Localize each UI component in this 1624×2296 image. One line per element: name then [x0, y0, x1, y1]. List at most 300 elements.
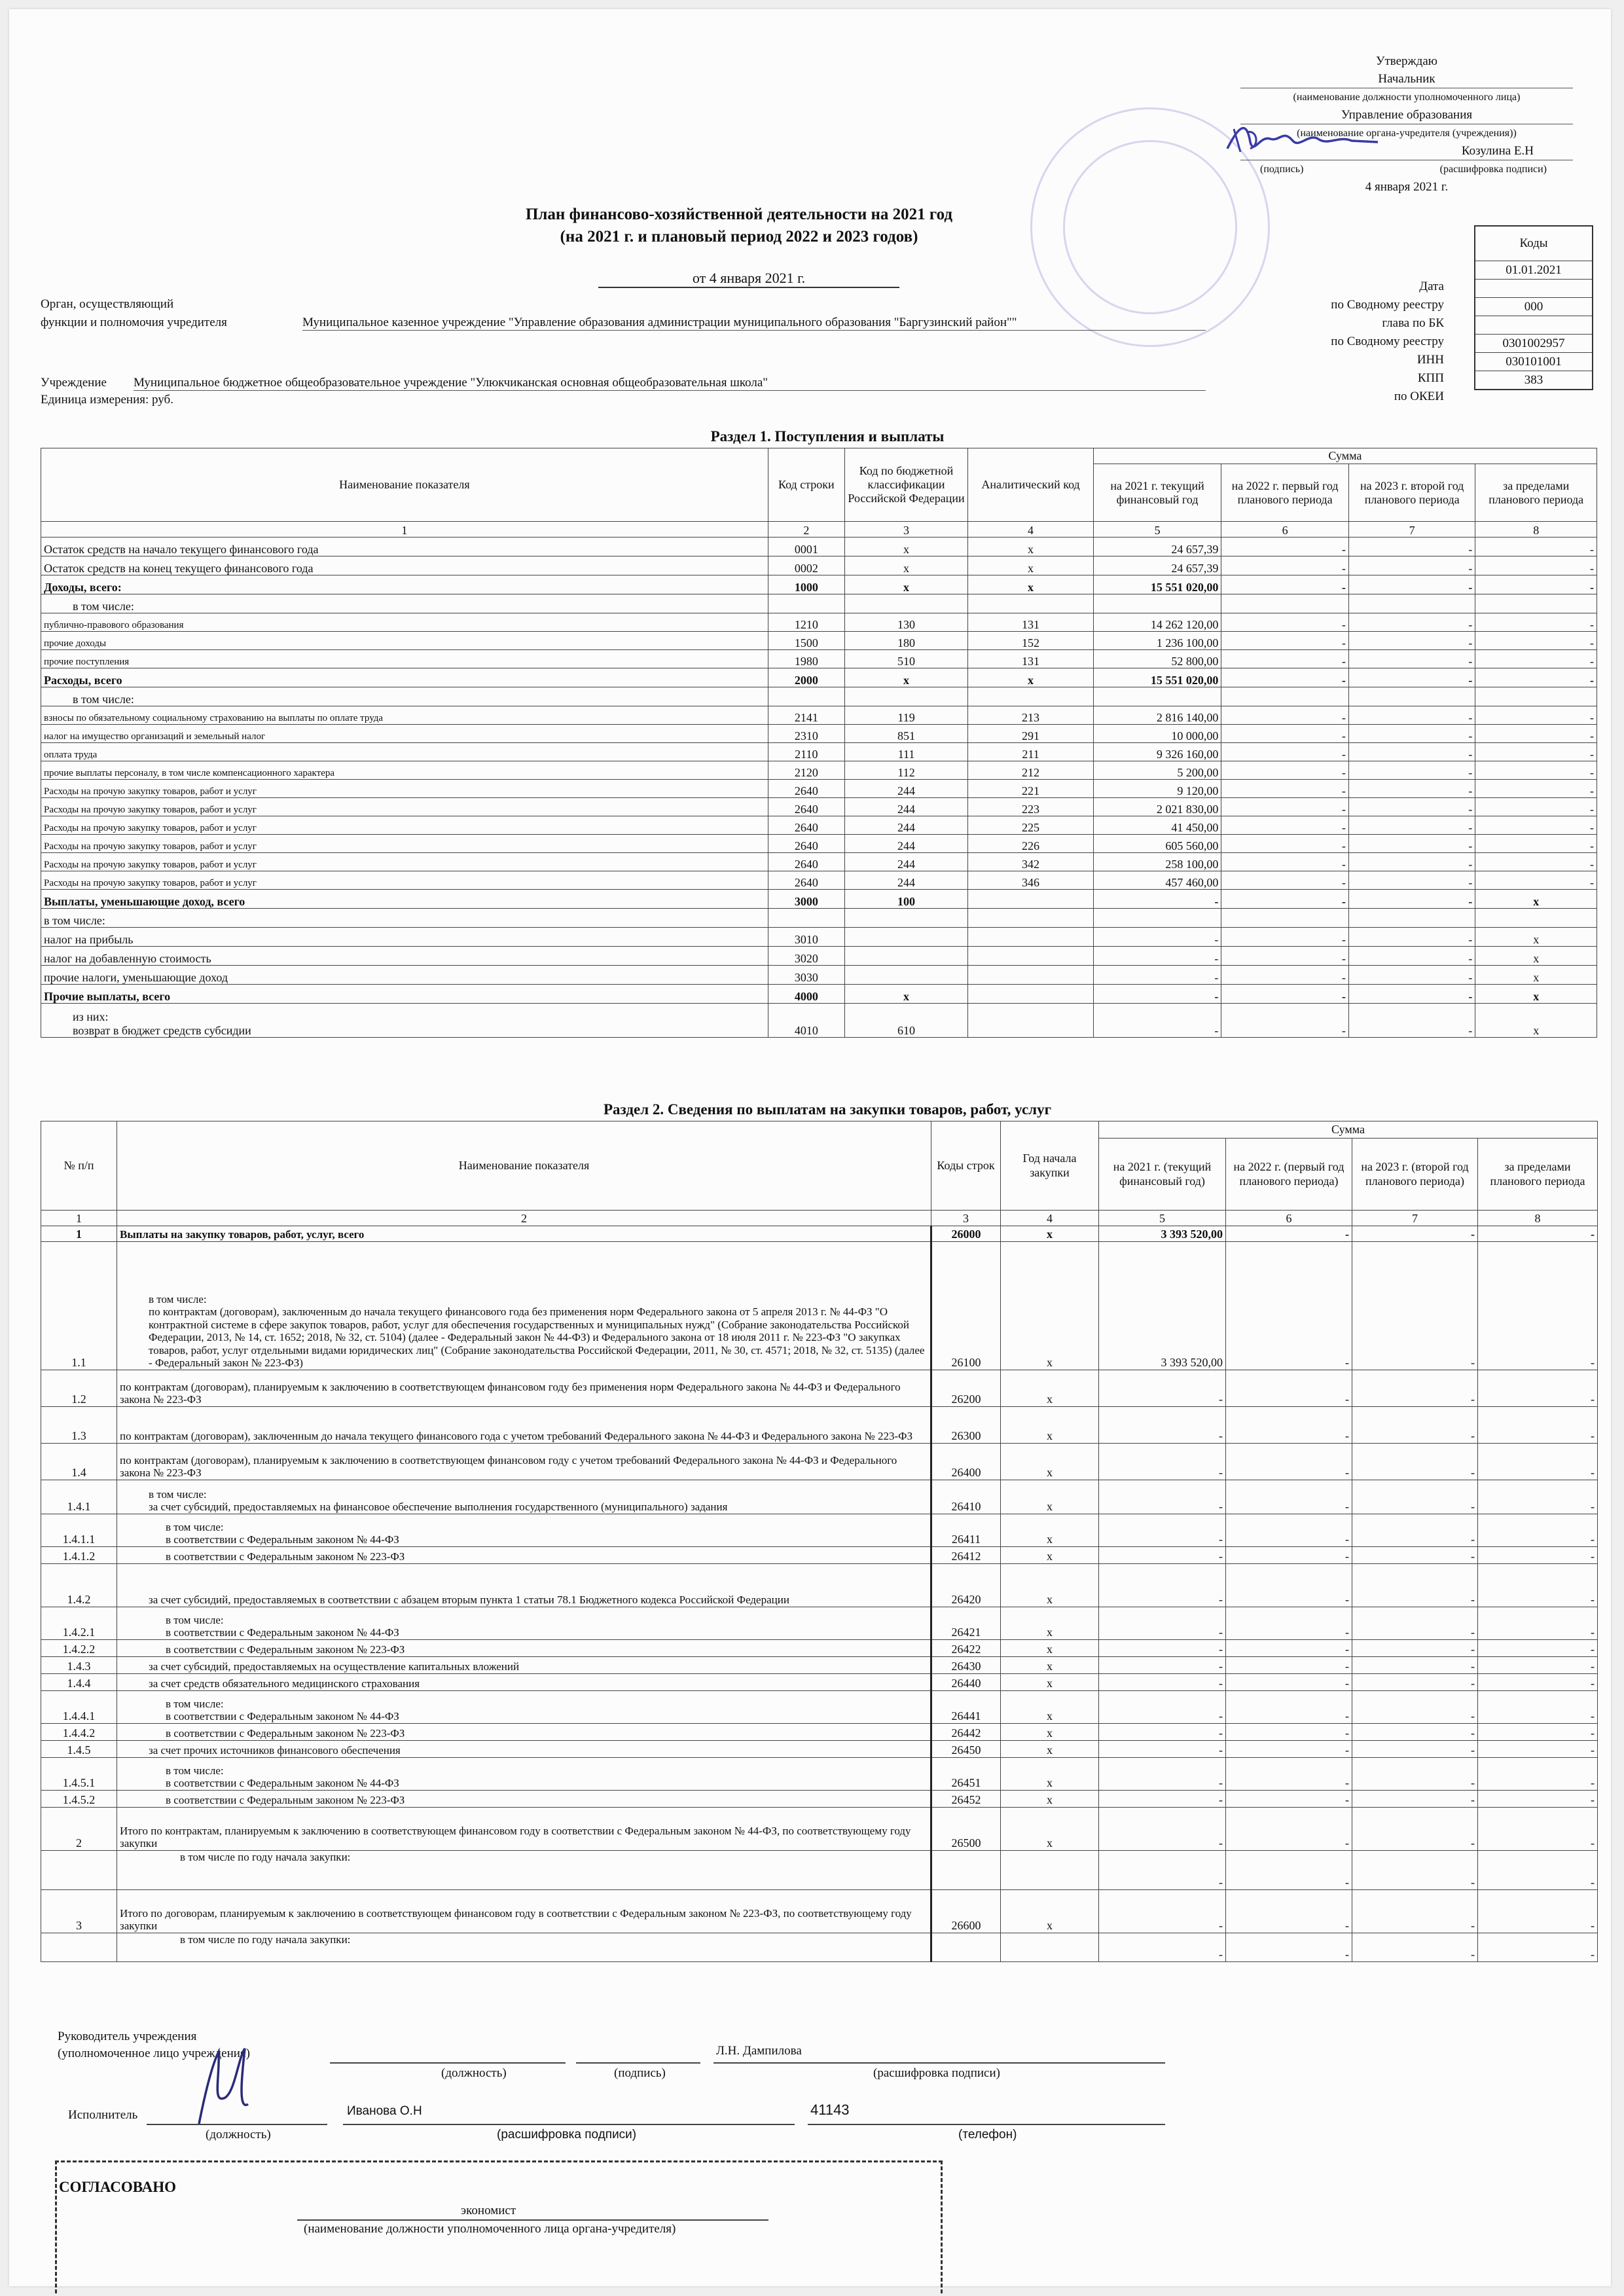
- s2-cell-year: x: [1001, 1791, 1099, 1808]
- s1-cell-2021: 15 551 020,00: [1093, 668, 1221, 687]
- s1-cell-2023: -: [1348, 632, 1475, 650]
- s1-cell-2022: -: [1221, 890, 1349, 909]
- s1-cell-code: 1210: [768, 613, 844, 632]
- exec-cap-phone: (телефон): [958, 2128, 1017, 2141]
- s1-cell-2021: 9 120,00: [1093, 780, 1221, 798]
- s1-cell-kbk: 244: [844, 816, 968, 835]
- s2-cell-name: Выплаты на закупку товаров, работ, услуг, всего: [117, 1226, 931, 1242]
- s2-cell-2022: -: [1226, 1564, 1352, 1607]
- s2-cell-2023: -: [1352, 1547, 1478, 1564]
- s1-cell-kbk: [844, 947, 968, 966]
- s1-cell-2022: [1221, 594, 1349, 613]
- s2-cell-2022: -: [1226, 1514, 1352, 1547]
- s2-colnum: 2: [117, 1211, 931, 1226]
- s1-cell-code: [768, 909, 844, 928]
- s2-cell-name: Итого по договорам, планируемым к заключению в соответствующем финансовом году в соответствии с Федеральным законом № 223-ФЗ, по соответствующему году закупки: [117, 1890, 931, 1933]
- table-row: [41, 1444, 1598, 1480]
- s2-cell-2021: -: [1099, 1890, 1226, 1933]
- s1-cell-beyond: -: [1475, 761, 1597, 780]
- s2-cell-beyond: -: [1478, 1444, 1598, 1480]
- s1-cell-code: 2640: [768, 871, 844, 890]
- s1-cell-name: из них: возврат в бюджет средств субсидии: [41, 1004, 768, 1038]
- s2-cell-num: [41, 1933, 117, 1962]
- s2-cell-2021: -: [1099, 1607, 1226, 1640]
- s2-cell-num: 1.4.1.1: [41, 1514, 117, 1547]
- s2-cell-num: 3: [41, 1890, 117, 1933]
- s2-cell-code: 26411: [931, 1514, 1001, 1547]
- table-row: [41, 1564, 1598, 1607]
- s2-cell-beyond: -: [1478, 1607, 1598, 1640]
- table-row: [41, 1226, 1598, 1242]
- s1-cell-beyond: x: [1475, 966, 1597, 985]
- s1-cell-name: прочие поступления: [41, 650, 768, 668]
- s1-cell-2021: 41 450,00: [1093, 816, 1221, 835]
- s2-cell-name: в том числе: по контрактам (договорам), заключенным до начала текущего финансового года без применения норм Федерального закона от 5 апреля 2013 г. № 44-ФЗ "О контрактной системе в сфере закупок товаров, работ, услуг для обеспечения государственных и муниципальных нужд" (Собрание законодательства Российской Федерации, 2013, № 14, ст. 1652; 2018, № 32, ст. 5104) (далее - Федеральный закон № 44-ФЗ) и Федерального закона от 18 июля 2011 г. № 223-ФЗ "О закупках товаров, работ, услуг отдельными видами юридических лиц" (Собрание законодательства Российской Федерации, 2011, № 30, ст. 4571; 2018, № 32, ст. 5135) (далее - Федеральный закон № 223-ФЗ): [117, 1242, 931, 1370]
- s2-cell-2023: -: [1352, 1933, 1478, 1962]
- s1-cell-beyond: x: [1475, 928, 1597, 947]
- s1-cell-2023: -: [1348, 780, 1475, 798]
- s2-head-sum: Сумма: [1099, 1121, 1598, 1139]
- s1-head-2023: на 2023 г. второй год планового периода: [1348, 464, 1475, 522]
- s1-cell-2023: [1348, 594, 1475, 613]
- s2-cell-year: [1001, 1851, 1099, 1890]
- table-row: [41, 1890, 1598, 1933]
- s1-cell-beyond: -: [1475, 538, 1597, 556]
- table-row: [41, 1674, 1598, 1691]
- code-registry1: [1475, 280, 1593, 298]
- s1-cell-2021: 457 460,00: [1093, 871, 1221, 890]
- s2-cell-num: 1.4: [41, 1444, 117, 1480]
- s1-cell-beyond: x: [1475, 947, 1597, 966]
- s1-cell-name: Расходы на прочую закупку товаров, работ и услуг: [41, 816, 768, 835]
- s1-cell-analytic: x: [968, 538, 1094, 556]
- s2-cell-code: 26500: [931, 1808, 1001, 1851]
- s1-colnum: 7: [1348, 522, 1475, 538]
- s2-cell-2021: -: [1099, 1808, 1226, 1851]
- s2-cell-2022: -: [1226, 1808, 1352, 1851]
- s2-cell-beyond: -: [1478, 1480, 1598, 1514]
- table-row: [41, 594, 1597, 613]
- head-name: Л.Н. Дампилова: [716, 2044, 802, 2058]
- s1-cell-kbk: 100: [844, 890, 968, 909]
- s2-cell-year: [1001, 1933, 1099, 1962]
- s1-cell-beyond: -: [1475, 743, 1597, 761]
- s1-cell-code: 2640: [768, 798, 844, 816]
- seal-stamp-inner: [1063, 140, 1237, 314]
- s2-cell-year: x: [1001, 1724, 1099, 1741]
- s1-cell-2022: -: [1221, 1004, 1349, 1038]
- s1-cell-beyond: -: [1475, 853, 1597, 871]
- s1-cell-code: 3030: [768, 966, 844, 985]
- s1-cell-2021: 24 657,39: [1093, 556, 1221, 575]
- table-row: [41, 835, 1597, 853]
- s2-cell-beyond: -: [1478, 1657, 1598, 1674]
- s1-cell-name: прочие налоги, уменьшающие доход: [41, 966, 768, 985]
- s2-cell-name: за счет средств обязательного медицинского страхования: [117, 1674, 931, 1691]
- s1-cell-2022: -: [1221, 650, 1349, 668]
- s1-cell-name: взносы по обязательному социальному страхованию на выплаты по оплате труда: [41, 706, 768, 725]
- s2-cell-code: 26450: [931, 1741, 1001, 1758]
- table-row: [41, 575, 1597, 594]
- s1-cell-kbk: 119: [844, 706, 968, 725]
- s1-cell-2022: -: [1221, 725, 1349, 743]
- s2-cell-name: в соответствии с Федеральным законом № 223-ФЗ: [117, 1640, 931, 1657]
- s1-cell-code: 3020: [768, 947, 844, 966]
- table-row: [41, 1933, 1598, 1962]
- s2-cell-code: 26200: [931, 1370, 1001, 1407]
- s2-cell-2022: -: [1226, 1547, 1352, 1564]
- head-cap-decode: (расшифровка подписи): [873, 2066, 1000, 2080]
- s1-cell-2022: [1221, 909, 1349, 928]
- s2-cell-code: 26422: [931, 1640, 1001, 1657]
- s2-cell-2023: -: [1352, 1758, 1478, 1791]
- s1-cell-analytic: 213: [968, 706, 1094, 725]
- s2-cell-2022: -: [1226, 1640, 1352, 1657]
- s1-head-beyond: за пределами планового периода: [1475, 464, 1597, 522]
- table-row: [41, 761, 1597, 780]
- organ-label1: Орган, осуществляющий: [41, 297, 174, 311]
- s1-cell-name: налог на прибыль: [41, 928, 768, 947]
- s2-cell-name: в том числе по году начала закупки:: [117, 1933, 931, 1962]
- s1-cell-analytic: [968, 1004, 1094, 1038]
- s2-cell-code: 26100: [931, 1242, 1001, 1370]
- s2-head-name: Наименование показателя: [117, 1121, 931, 1211]
- s1-cell-2023: -: [1348, 928, 1475, 947]
- table-row: [41, 1851, 1598, 1890]
- s2-cell-year: x: [1001, 1741, 1099, 1758]
- s1-cell-analytic: [968, 928, 1094, 947]
- s2-cell-num: 1.4.1.2: [41, 1547, 117, 1564]
- table-row: [41, 706, 1597, 725]
- s2-column-numbers: [41, 1211, 1598, 1226]
- s1-cell-2022: -: [1221, 780, 1349, 798]
- s1-cell-code: 2000: [768, 668, 844, 687]
- s1-head-2021: на 2021 г. текущий финансовый год: [1093, 464, 1221, 522]
- s1-cell-beyond: [1475, 909, 1597, 928]
- s1-cell-2023: [1348, 687, 1475, 706]
- s1-cell-2022: -: [1221, 835, 1349, 853]
- s1-cell-code: 3010: [768, 928, 844, 947]
- s2-cell-code: 26300: [931, 1407, 1001, 1444]
- s1-cell-2022: -: [1221, 575, 1349, 594]
- organ-value: Муниципальное казенное учреждение "Управление образования администрации муниципального образования "Баргузинский район"": [302, 316, 1206, 331]
- approval-approve: Утверждаю: [1376, 54, 1437, 68]
- s1-cell-name: оплата труда: [41, 743, 768, 761]
- s2-cell-2023: -: [1352, 1480, 1478, 1514]
- s2-cell-year: x: [1001, 1370, 1099, 1407]
- s1-cell-beyond: -: [1475, 668, 1597, 687]
- s2-cell-beyond: -: [1478, 1226, 1598, 1242]
- approval-block: [1240, 52, 1573, 196]
- codes-header: Коды: [1475, 226, 1593, 261]
- s2-cell-code: 26442: [931, 1724, 1001, 1741]
- head-cap-position: (должность): [441, 2066, 507, 2080]
- s1-cell-2021: [1093, 687, 1221, 706]
- s1-cell-2023: -: [1348, 650, 1475, 668]
- s1-cell-analytic: 152: [968, 632, 1094, 650]
- s1-cell-name: Расходы на прочую закупку товаров, работ и услуг: [41, 835, 768, 853]
- s1-cell-kbk: 244: [844, 871, 968, 890]
- approval-captions: [1240, 160, 1573, 178]
- s2-cell-code: 26410: [931, 1480, 1001, 1514]
- s1-colnum: 1: [41, 522, 768, 538]
- s2-cell-2023: -: [1352, 1242, 1478, 1370]
- s2-cell-2021: -: [1099, 1691, 1226, 1724]
- table-row: [41, 985, 1597, 1004]
- s1-cell-analytic: [968, 890, 1094, 909]
- s2-cell-year: x: [1001, 1640, 1099, 1657]
- table-row: [41, 1407, 1598, 1444]
- s2-cell-2022: -: [1226, 1407, 1352, 1444]
- s1-cell-code: 4000: [768, 985, 844, 1004]
- section2-table: [41, 1121, 1598, 1962]
- plan-date: от 4 января 2021 г.: [598, 270, 899, 288]
- table-row: [41, 871, 1597, 890]
- s2-cell-beyond: -: [1478, 1851, 1598, 1890]
- s1-cell-beyond: x: [1475, 985, 1597, 1004]
- s1-cell-kbk: [844, 687, 968, 706]
- agreed-title: СОГЛАСОВАНО: [59, 2179, 177, 2195]
- codes-label-kpp: КПП: [1417, 371, 1444, 385]
- s1-cell-kbk: 111: [844, 743, 968, 761]
- s2-cell-name: в том числе: в соответствии с Федеральным законом № 44-ФЗ: [117, 1514, 931, 1547]
- s1-cell-code: 0001: [768, 538, 844, 556]
- s1-cell-2023: [1348, 909, 1475, 928]
- s2-cell-beyond: -: [1478, 1691, 1598, 1724]
- s2-cell-num: 1.4.5: [41, 1741, 117, 1758]
- s2-cell-code: 26400: [931, 1444, 1001, 1480]
- s2-head-num: № п/п: [41, 1121, 117, 1211]
- s2-cell-num: 1.4.1: [41, 1480, 117, 1514]
- s1-cell-name: Прочие выплаты, всего: [41, 985, 768, 1004]
- s1-cell-analytic: 211: [968, 743, 1094, 761]
- s1-cell-2021: 2 021 830,00: [1093, 798, 1221, 816]
- s1-cell-2021: 1 236 100,00: [1093, 632, 1221, 650]
- s1-head-code: Код строки: [768, 448, 844, 522]
- s1-cell-kbk: 244: [844, 835, 968, 853]
- s1-cell-analytic: 223: [968, 798, 1094, 816]
- s1-cell-2021: -: [1093, 966, 1221, 985]
- s1-cell-name: прочие доходы: [41, 632, 768, 650]
- s1-cell-2022: -: [1221, 761, 1349, 780]
- s1-cell-code: 1000: [768, 575, 844, 594]
- section1-table: [41, 448, 1597, 1038]
- s1-cell-2023: -: [1348, 947, 1475, 966]
- s1-cell-kbk: [844, 594, 968, 613]
- s2-cell-num: 1.3: [41, 1407, 117, 1444]
- s2-cell-2023: -: [1352, 1640, 1478, 1657]
- s1-cell-2021: 5 200,00: [1093, 761, 1221, 780]
- s1-cell-2023: -: [1348, 575, 1475, 594]
- s1-cell-2021: 10 000,00: [1093, 725, 1221, 743]
- s1-cell-2023: -: [1348, 871, 1475, 890]
- table-row: [41, 1514, 1598, 1547]
- s2-cell-2021: -: [1099, 1547, 1226, 1564]
- s2-cell-2023: -: [1352, 1808, 1478, 1851]
- s2-cell-code: 26441: [931, 1691, 1001, 1724]
- s1-cell-2022: -: [1221, 928, 1349, 947]
- s1-cell-kbk: 851: [844, 725, 968, 743]
- s2-cell-num: 1.4.5.2: [41, 1791, 117, 1808]
- s1-cell-code: 2310: [768, 725, 844, 743]
- s1-cell-code: 1980: [768, 650, 844, 668]
- s2-cell-2022: -: [1226, 1226, 1352, 1242]
- s2-head-2022: на 2022 г. (первый год планового периода): [1226, 1139, 1352, 1211]
- document-sheet: [9, 9, 1611, 2286]
- s2-cell-year: x: [1001, 1480, 1099, 1514]
- s2-head-year: Год начала закупки: [1001, 1121, 1099, 1211]
- s1-cell-2023: -: [1348, 816, 1475, 835]
- approval-signer-name: Козулина Е.Н: [1461, 144, 1534, 158]
- s2-cell-beyond: -: [1478, 1890, 1598, 1933]
- s2-head-2021: на 2021 г. (текущий финансовый год): [1099, 1139, 1226, 1211]
- s2-colnum: 8: [1478, 1211, 1598, 1226]
- head-name-line: [713, 2062, 1165, 2064]
- s2-cell-2023: -: [1352, 1370, 1478, 1407]
- section2-title: Раздел 2. Сведения по выплатам на закупки товаров, работ, услуг: [603, 1101, 1052, 1118]
- table-row: [41, 853, 1597, 871]
- s2-cell-num: 1.4.2: [41, 1564, 117, 1607]
- s2-cell-2022: -: [1226, 1444, 1352, 1480]
- approval-organ: Управление образования: [1240, 106, 1573, 124]
- s2-cell-num: 1.4.5.1: [41, 1758, 117, 1791]
- s1-cell-2022: -: [1221, 985, 1349, 1004]
- s1-cell-analytic: [968, 594, 1094, 613]
- s2-cell-beyond: -: [1478, 1933, 1598, 1962]
- s1-cell-2021: [1093, 909, 1221, 928]
- s1-cell-code: 2640: [768, 816, 844, 835]
- s1-cell-beyond: -: [1475, 871, 1597, 890]
- s2-cell-name: Итого по контрактам, планируемым к заключению в соответствующем финансовом году в соответствии с Федеральным законом № 44-ФЗ, по соответствующему году закупки: [117, 1808, 931, 1851]
- s1-cell-2021: [1093, 594, 1221, 613]
- s1-cell-analytic: 346: [968, 871, 1094, 890]
- s2-cell-beyond: -: [1478, 1724, 1598, 1741]
- s2-body: [41, 1226, 1598, 1962]
- s2-cell-2022: -: [1226, 1691, 1352, 1724]
- s1-cell-2023: -: [1348, 890, 1475, 909]
- s1-cell-analytic: x: [968, 556, 1094, 575]
- table-row: [41, 613, 1597, 632]
- s2-cell-year: x: [1001, 1607, 1099, 1640]
- s1-cell-name: в том числе:: [41, 909, 768, 928]
- s1-cell-analytic: 291: [968, 725, 1094, 743]
- table-row: [41, 1004, 1597, 1038]
- approval-signature-icon: [1221, 116, 1391, 162]
- unit-label: Единица измерения: руб.: [41, 393, 173, 407]
- s1-cell-2021: 24 657,39: [1093, 538, 1221, 556]
- s1-cell-name: прочие выплаты персоналу, в том числе компенсационного характера: [41, 761, 768, 780]
- s2-cell-2023: -: [1352, 1514, 1478, 1547]
- table-row: [41, 1640, 1598, 1657]
- s1-cell-kbk: 112: [844, 761, 968, 780]
- exec-label: Исполнитель: [68, 2108, 138, 2122]
- s2-colnum: 6: [1226, 1211, 1352, 1226]
- s2-colnum: 4: [1001, 1211, 1099, 1226]
- exec-position-line: [147, 2124, 327, 2125]
- table-row: [41, 668, 1597, 687]
- table-row: [41, 1808, 1598, 1851]
- s1-cell-kbk: 510: [844, 650, 968, 668]
- s2-cell-2022: -: [1226, 1674, 1352, 1691]
- s2-cell-2021: -: [1099, 1407, 1226, 1444]
- s2-cell-2023: -: [1352, 1564, 1478, 1607]
- s1-cell-analytic: x: [968, 668, 1094, 687]
- s1-cell-kbk: [844, 909, 968, 928]
- s1-cell-beyond: x: [1475, 890, 1597, 909]
- s2-cell-name: в том числе: в соответствии с Федеральным законом № 44-ФЗ: [117, 1691, 931, 1724]
- s2-cell-2022: -: [1226, 1741, 1352, 1758]
- s1-cell-analytic: 226: [968, 835, 1094, 853]
- codes-label-glava: глава по БК: [1382, 316, 1444, 330]
- table-row: [41, 687, 1597, 706]
- s1-cell-2021: 2 816 140,00: [1093, 706, 1221, 725]
- s1-cell-code: 2640: [768, 853, 844, 871]
- s1-cell-2021: 52 800,00: [1093, 650, 1221, 668]
- institution-label: Учреждение: [41, 376, 107, 390]
- s2-cell-num: 1.4.4: [41, 1674, 117, 1691]
- organ-label2: функции и полномочия учредителя: [41, 316, 227, 329]
- s1-cell-2022: -: [1221, 613, 1349, 632]
- s1-cell-2022: -: [1221, 947, 1349, 966]
- s2-cell-code: 26600: [931, 1890, 1001, 1933]
- table-row: [41, 556, 1597, 575]
- s2-cell-2021: -: [1099, 1674, 1226, 1691]
- s1-colnum: 2: [768, 522, 844, 538]
- approval-sign-caption: (подпись): [1260, 164, 1304, 175]
- head-signature-line: [576, 2062, 700, 2064]
- s1-cell-beyond: -: [1475, 632, 1597, 650]
- s2-cell-num: 1.4.2.2: [41, 1640, 117, 1657]
- table-row: [41, 909, 1597, 928]
- s2-cell-2021: 3 393 520,00: [1099, 1242, 1226, 1370]
- s2-cell-year: x: [1001, 1242, 1099, 1370]
- s1-cell-beyond: -: [1475, 835, 1597, 853]
- s2-cell-year: x: [1001, 1691, 1099, 1724]
- s1-cell-analytic: 131: [968, 613, 1094, 632]
- s2-cell-code: 26451: [931, 1758, 1001, 1791]
- s2-cell-2022: -: [1226, 1933, 1352, 1962]
- s1-cell-beyond: -: [1475, 556, 1597, 575]
- s2-cell-year: x: [1001, 1547, 1099, 1564]
- s1-cell-2021: -: [1093, 985, 1221, 1004]
- s2-cell-code: 26440: [931, 1674, 1001, 1691]
- s1-colnum: 4: [968, 522, 1094, 538]
- s1-cell-kbk: x: [844, 575, 968, 594]
- institution-value: Муниципальное бюджетное общеобразовательное учреждение "Улюкчиканская основная общеобразовательная школа": [134, 376, 1206, 391]
- s2-cell-beyond: -: [1478, 1674, 1598, 1691]
- head-position-line: [330, 2062, 566, 2064]
- s1-cell-code: 0002: [768, 556, 844, 575]
- s1-cell-kbk: 610: [844, 1004, 968, 1038]
- table-row: [41, 966, 1597, 985]
- s2-cell-name: в соответствии с Федеральным законом № 223-ФЗ: [117, 1547, 931, 1564]
- s1-cell-name: Расходы на прочую закупку товаров, работ и услуг: [41, 798, 768, 816]
- table-row: [41, 928, 1597, 947]
- s1-cell-analytic: [968, 985, 1094, 1004]
- code-glava: 000: [1475, 298, 1593, 316]
- s2-cell-name: в соответствии с Федеральным законом № 223-ФЗ: [117, 1791, 931, 1808]
- s2-cell-code: 26000: [931, 1226, 1001, 1242]
- s1-cell-code: [768, 594, 844, 613]
- s2-colnum: 1: [41, 1211, 117, 1226]
- s2-cell-beyond: -: [1478, 1370, 1598, 1407]
- s1-cell-2021: -: [1093, 890, 1221, 909]
- table-row: [41, 798, 1597, 816]
- approval-decode-caption: (расшифровка подписи): [1439, 164, 1547, 175]
- s2-cell-2023: -: [1352, 1607, 1478, 1640]
- s2-cell-2021: -: [1099, 1851, 1226, 1890]
- s1-cell-kbk: 180: [844, 632, 968, 650]
